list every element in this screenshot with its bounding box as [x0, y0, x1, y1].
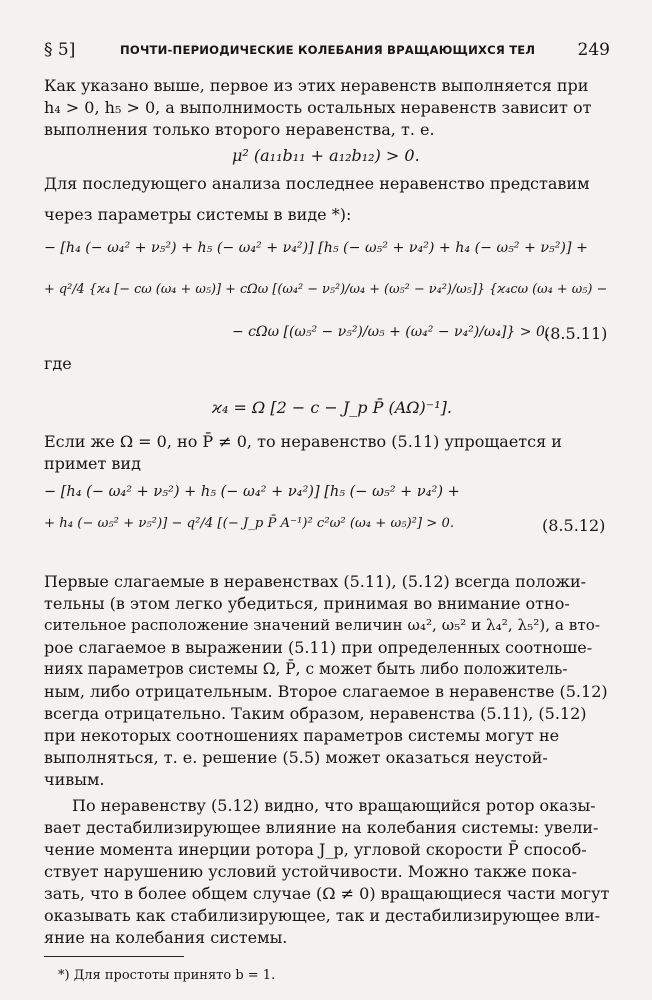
equation-line: + q²/4 {ϰ₄ [− cω (ω₄ + ω₅)] + cΩω [(ω₄² − ν₅²)/ω₄ + (ω₅² − ν₄²)/ω₅]} {ϰ₄cω (ω₄ + ω₅) −	[44, 282, 608, 297]
equation-line: − [h₄ (− ω₄² + ν₅²) + h₅ (− ω₄² + ν₄²)] [h₅ (− ω₅² + ν₄²) + h₄ (− ω₅² + ν₅²)] +	[44, 240, 588, 256]
text-line: примет вид	[44, 454, 141, 473]
text-line: выполнения только второго неравенства, т. е.	[44, 120, 435, 139]
text-line: выполняться, т. е. решение (5.5) может оказаться неустой-	[44, 748, 548, 767]
running-title: ПОЧТИ-ПЕРИОДИЧЕСКИЕ КОЛЕБАНИЯ ВРАЩАЮЩИХСЯ ТЕЛ	[120, 43, 536, 57]
section-marker: § 5]	[44, 40, 76, 60]
text-line: через параметры системы в виде *):	[44, 205, 352, 224]
text-line: зать, что в более общем случае (Ω ≠ 0) вращающиеся части могут	[44, 884, 610, 903]
text-line: сительное расположение значений величин ω₄², ω₅² и λ₄², λ₅²), а вто-	[44, 616, 600, 634]
footnote: *) Для простоты принято b = 1.	[58, 968, 276, 983]
equation-line: − [h₄ (− ω₄² + ν₅²) + h₅ (− ω₄² + ν₄²)] [h₅ (− ω₅² + ν₄²) +	[44, 484, 460, 500]
text-line: чивым.	[44, 770, 105, 789]
text-line: вает дестабилизирующее влияние на колебания системы: увели-	[44, 818, 599, 837]
text-line: ствует нарушению условий устойчивости. Можно также пока-	[44, 862, 577, 881]
text-line: где	[44, 354, 72, 373]
text-line: h₄ > 0, h₅ > 0, а выполнимость остальных неравенств зависит от	[44, 98, 592, 117]
text-line: при некоторых соотношениях параметров системы могут не	[44, 726, 560, 745]
running-header	[44, 40, 610, 64]
equation-line: ϰ₄ = Ω [2 − c − J_p P̄ (AΩ)⁻¹].	[212, 398, 452, 417]
equation-line: + h₄ (− ω₅² + ν₅²)] − q²/4 [(− J_p P̄ A⁻¹)² c²ω² (ω₄ + ω₅)²] > 0.	[44, 516, 455, 531]
text-line: яние на колебания системы.	[44, 928, 288, 947]
equation-number: (8.5.11)	[544, 324, 608, 343]
text-line: ным, либо отрицательным. Второе слагаемое в неравенстве (5.12)	[44, 682, 608, 701]
text-line: оказывать как стабилизирующее, так и дестабилизирующее вли-	[44, 906, 601, 925]
text-line: всегда отрицательно. Таким образом, неравенства (5.11), (5.12)	[44, 704, 587, 723]
page-number: 249	[577, 40, 610, 60]
text-line: Если же Ω = 0, но P̄ ≠ 0, то неравенство (5.11) упрощается и	[44, 432, 562, 451]
text-line: Как указано выше, первое из этих неравенств выполняется при	[44, 76, 589, 95]
text-line: Первые слагаемые в неравенствах (5.11), (5.12) всегда положи-	[44, 572, 587, 591]
text-line: Для последующего анализа последнее неравенство представим	[44, 174, 590, 193]
text-line: рое слагаемое в выражении (5.11) при определенных соотноше-	[44, 638, 593, 657]
text-line: чение момента инерции ротора J_p, угловой скорости P̄ способ-	[44, 840, 587, 859]
equation-line: − cΩω [(ω₅² − ν₅²)/ω₅ + (ω₄² − ν₄²)/ω₄]} > 0,	[232, 324, 550, 340]
footnote-rule	[44, 956, 184, 957]
text-line: ниях параметров системы Ω, P̄, c может быть либо положитель-	[44, 660, 568, 678]
text-line: тельны (в этом легко убедиться, принимая во внимание отно-	[44, 594, 570, 613]
inline-formula: μ² (a₁₁b₁₁ + a₁₂b₁₂) > 0.	[232, 146, 420, 165]
equation-number: (8.5.12)	[542, 516, 606, 535]
text-line: По неравенству (5.12) видно, что вращающийся ротор оказы-	[72, 796, 596, 815]
